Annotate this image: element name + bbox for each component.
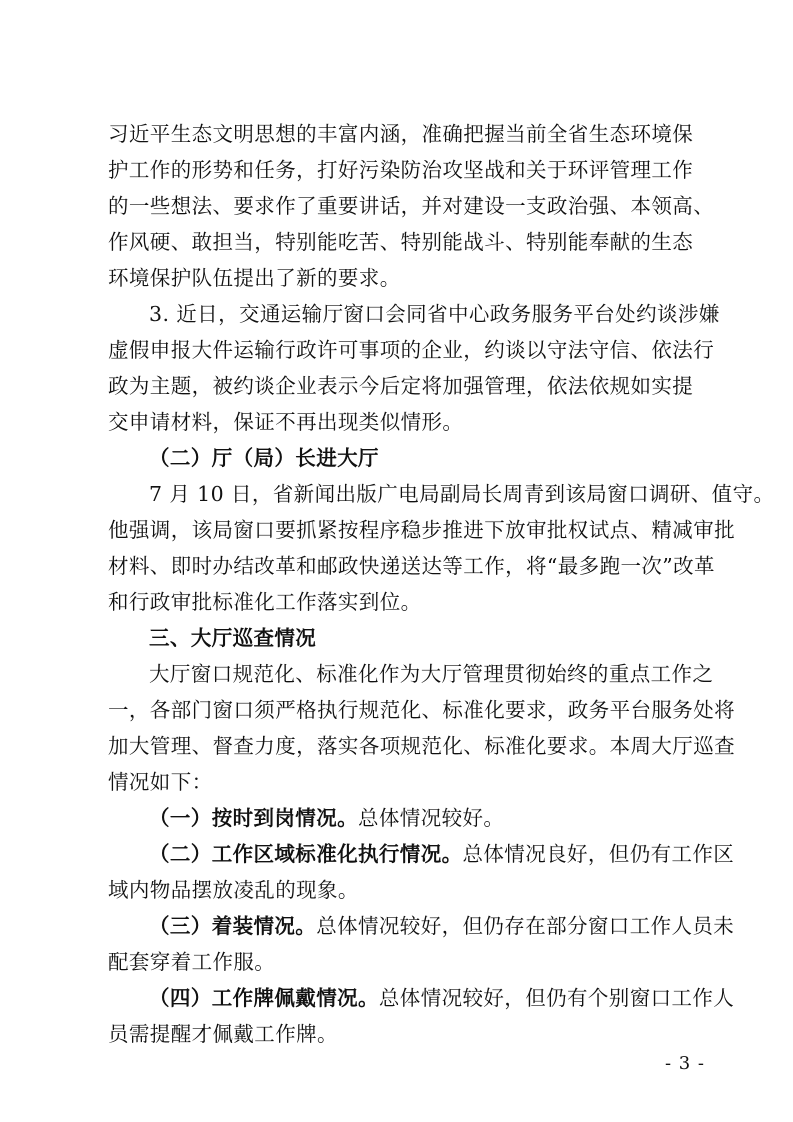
document-body [108,116,775,1052]
paragraph-line: 材料、即时办结改革和邮政快递送达等工作，将“最多跑一次”改革 [108,554,715,578]
section-heading: 三、大厅巡查情况 [149,626,317,650]
paragraph-line: 7 月 10 日，省新闻出版广电局副局长周青到该局窗口调研、值守。 [149,482,775,506]
list-item-continuation: 域内物品摆放凌乱的现象。 [108,878,359,902]
list-item-label: （二）工作区域标准化执行情况。 [149,842,463,866]
list-item [108,800,708,836]
list-item-continuation: 配套穿着工作服。 [108,950,276,974]
list-item-text: 总体情况较好，但仍存在部分窗口工作人员未 [316,914,735,938]
section-subheading: （二）厅（局）长进大厅 [149,446,379,470]
list-item [108,980,735,1016]
paragraph-line: 情况如下： [108,770,213,794]
paragraph-line: 政为主题，被约谈企业表示今后定将加强管理，依法依规如实提 [108,374,694,398]
paragraph-line: 环境保护队伍提出了新的要求。 [108,266,401,290]
paragraph-line: 交申请材料，保证不再出现类似情形。 [108,410,464,434]
list-item [108,908,735,944]
paragraph-line: 的一些想法、要求作了重要讲话，并对建设一支政治强、本领高、 [108,194,715,218]
list-item-label: （三）着装情况。 [149,914,317,938]
paragraph-line: 作风硬、敢担当，特别能吃苦、特别能战斗、特别能奉献的生态 [108,230,694,254]
paragraph-line: 大厅窗口规范化、标准化作为大厅管理贯彻始终的重点工作之 [149,662,714,686]
list-item-text: 总体情况较好，但仍有个别窗口工作人 [378,986,735,1010]
paragraph-line: 虚假申报大件运输行政许可事项的企业，约谈以守法守信、依法行 [108,338,715,362]
paragraph-line: 3. 近日，交通运输厅窗口会同省中心政务服务平台处约谈涉嫌 [149,302,720,326]
paragraph-line: 加大管理、督查力度，落实各项规范化、标准化要求。本周大厅巡查 [108,734,735,758]
paragraph-line: 习近平生态文明思想的丰富内涵，准确把握当前全省生态环境保 [108,122,694,146]
paragraph-line: 护工作的形势和任务，打好污染防治攻坚战和关于环评管理工作 [108,158,694,182]
paragraph-line: 他强调，该局窗口要抓紧按程序稳步推进下放审批权试点、精减审批 [108,518,735,542]
list-item-text: 总体情况较好。 [358,806,505,830]
list-item-continuation: 员需提醒才佩戴工作牌。 [108,1022,338,1046]
page-number: - 3 - [664,1053,705,1074]
list-item-text: 总体情况良好，但仍有工作区 [462,842,735,866]
paragraph-line: 和行政审批标准化工作落实到位。 [108,590,422,614]
list-item-label: （一）按时到岗情况。 [149,806,358,830]
paragraph-line: 一，各部门窗口须严格执行规范化、标准化要求，政务平台服务处将 [108,698,735,722]
list-item-label: （四）工作牌佩戴情况。 [149,986,379,1010]
list-item [108,836,735,872]
